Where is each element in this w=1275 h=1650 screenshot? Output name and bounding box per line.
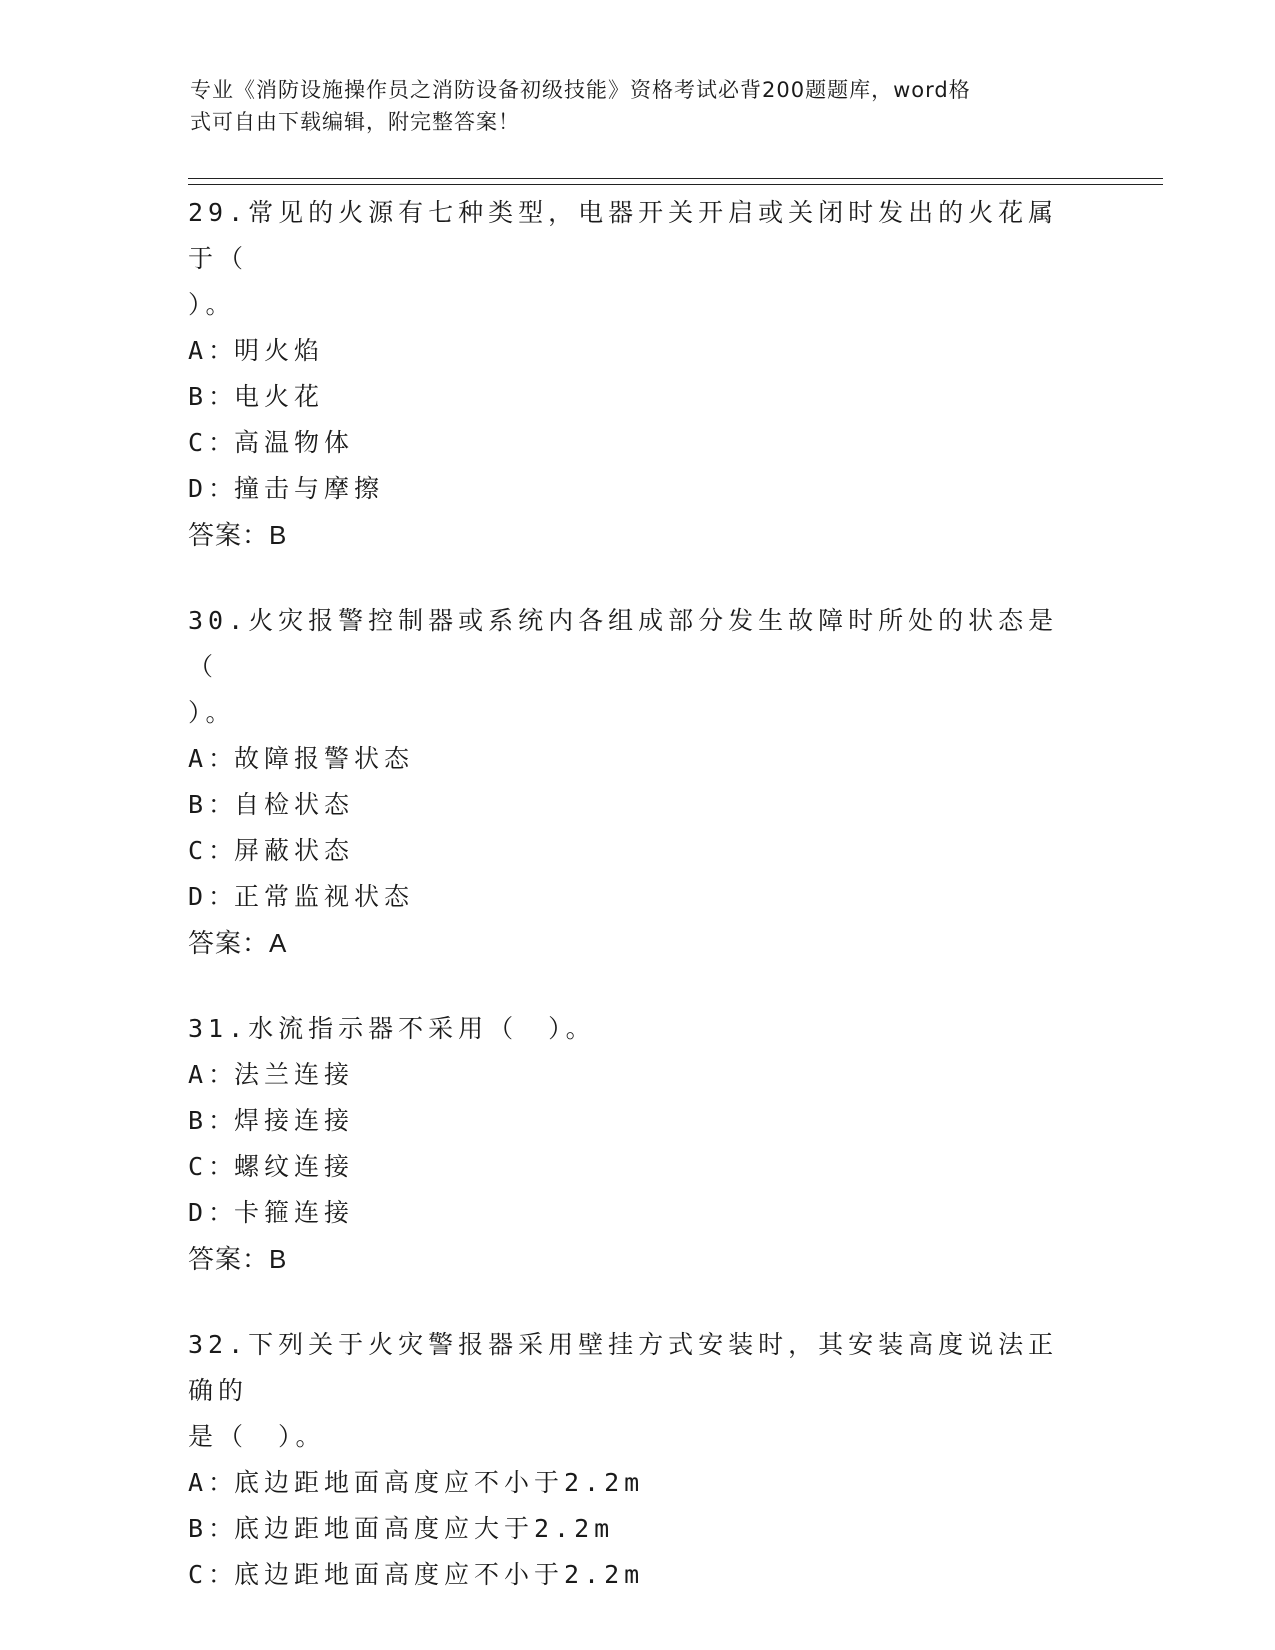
option-letter: C： [188,836,239,865]
option-text: 螺纹连接 [234,1152,355,1181]
option-b [188,374,1088,420]
header-line-1: 专业《消防设施操作员之消防设备初级技能》资格考试必背200题题库，word格 [190,78,971,102]
option-text: 高温物体 [234,428,355,457]
option-letter: B： [188,1106,239,1135]
option-a [188,736,1088,782]
question-stem: 29.常见的火源有七种类型，电器开关开启或关闭时发出的火花属于（ [188,198,1059,273]
option-text: 屏蔽状态 [234,836,355,865]
option-text: 正常监视状态 [234,882,415,911]
question-stem-continued: ）。 [188,290,236,319]
option-letter: A： [188,336,239,365]
option-text: 焊接连接 [234,1106,355,1135]
option-letter: C： [188,1560,239,1589]
question-stem: 31.水流指示器不采用（ ）。 [188,1014,596,1043]
header-divider-bottom [188,184,1163,185]
option-text: 电火花 [234,382,325,411]
option-letter: B： [188,1514,239,1543]
answer-label: 答案：B [188,1244,288,1274]
option-letter: B： [188,790,239,819]
option-text: 明火焰 [234,336,325,365]
option-d [188,1190,1088,1236]
question-31 [188,1006,1088,1282]
option-c [188,420,1088,466]
question-stem-continued: 是（ ）。 [188,1422,326,1451]
question-stem-continued: ）。 [188,698,236,727]
question-stem: 30.火灾报警控制器或系统内各组成部分发生故障时所处的状态是（ [188,606,1059,681]
option-text: 底边距地面高度应不小于2.2m [234,1468,645,1497]
option-letter: A： [188,744,239,773]
option-c [188,828,1088,874]
answer-label: 答案：A [188,928,288,958]
option-b [188,1506,1088,1552]
option-text: 底边距地面高度应大于2.2m [234,1514,615,1543]
question-30 [188,598,1088,966]
option-a [188,328,1088,374]
header-line-2: 式可自由下载编辑，附完整答案！ [190,110,520,134]
option-d [188,874,1088,920]
option-a [188,1460,1088,1506]
option-text: 卡箍连接 [234,1198,355,1227]
option-text: 撞击与摩擦 [234,474,385,503]
option-letter: C： [188,1152,239,1181]
question-29 [188,190,1088,558]
document-header [190,74,1070,138]
option-c [188,1144,1088,1190]
question-stem: 32.下列关于火灾警报器采用壁挂方式安装时，其安装高度说法正确的 [188,1330,1059,1405]
question-32 [188,1322,1088,1598]
option-text: 底边距地面高度应不小于2.2m [234,1560,645,1589]
option-b [188,1098,1088,1144]
option-letter: C： [188,428,239,457]
option-c [188,1552,1088,1598]
header-divider-top [188,178,1163,179]
option-text: 法兰连接 [234,1060,355,1089]
option-letter: A： [188,1060,239,1089]
option-letter: B： [188,382,239,411]
option-text: 自检状态 [234,790,355,819]
option-d [188,466,1088,512]
question-list [188,190,1088,1638]
option-letter: D： [188,474,239,503]
option-a [188,1052,1088,1098]
option-letter: A： [188,1468,239,1497]
option-text: 故障报警状态 [234,744,415,773]
answer-label: 答案：B [188,520,288,550]
option-letter: D： [188,1198,239,1227]
option-letter: D： [188,882,239,911]
option-b [188,782,1088,828]
